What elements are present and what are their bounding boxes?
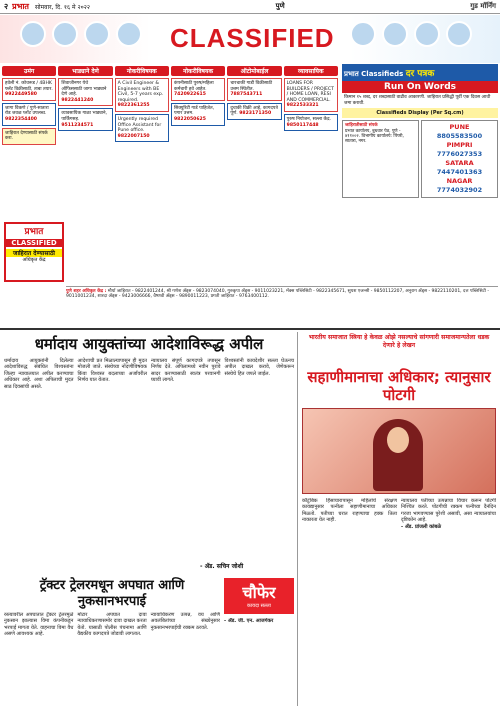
article-byline: - ॲड. जी. एन. आजगेकर [224,618,274,624]
decorative-key-icon [414,21,440,47]
ad-phone: 9823171350 [239,111,272,117]
agency-list: मौर्या जाहिरात - 9822401244, श्री गणेश अ‍ॅड्‌स - 9823074040, गुरुकृपा अ‍ॅड्‌स - 9011023221, मॅक्स पब्लिसिटी - 9822345671, सुयश एजन्सी - 9850112207, अनुराग अ‍ॅड्‌स - 9822110201, दत्त पब्लिसिटी - 9011001234, शारदा अ‍ॅड्‌स - 9423006666, वैष्णवी अ‍ॅड्‌स - 9890011223, प्रगती जाहिरात - 9763400112. [66,289,489,300]
rate-card [342,64,498,282]
promo-line: जाहिरात देण्यासाठी [6,249,62,257]
promo-line: अधिकृत केंद्र [22,257,46,263]
article-paragraph: आदेशाची प्रत मिळाल्यापासून ही मुदत मोजली जाते. संस्थेच्या नोंदणीविषयक किंवा विश्वस्त बदलाच्या अर्जांवरील निर्णय यात येतात. [77,358,147,384]
promo-brand: प्रभात [24,227,44,237]
article-body [302,498,496,706]
classified-ad: शिवाजीनगर येथे ऑफिससाठी जागा भाड्याने देणे आहे. 9822441240 [58,78,112,106]
rate-subtitle: Classifieds [361,70,404,78]
article-paragraph: धर्मादाय आयुक्तांनी दिलेल्या आदेशाविरुद्ध संबंधित विश्वस्तांना जिल्हा न्यायालयात अपील करण्याचा अधिकार आहे. अशा अपिलाची मुदत साठ दिवसांची असते. [4,358,74,390]
article-paragraph: न्यायाधिकरण उत्पन्न, वय आणि अवलंबितांच्या संख्येनुसार नुकसानभरपाईची रक्कम ठरवते. [150,612,220,631]
office-phone: 7776027353 [436,150,483,159]
article-paragraph: कौटुंबिक हिंसाचारापासून महिलांचे संरक्षण कायद्यानुसार पत्नीला सहाणीमानाचा अधिकार मिळतो. पतीच्या घरात राहण्याचा हक्क तिला नाकारता येत नाही. [302,498,397,524]
article-illustration [302,408,496,494]
article-side [224,618,294,706]
ad-phone: 9850117448 [286,122,319,128]
promo-box [4,222,64,282]
office-city: PUNE [449,123,470,132]
office-city: SATARA [445,159,474,168]
ad-phone: 7420922615 [173,92,206,98]
decorative-house-icon [52,21,78,47]
article-paragraph: न्यायालय पतीच्या उत्पन्नाचा विचार करून पोटगी निश्चित करते. पोटगीची रक्कम पत्नीच्या दैनंदिन गरजा भागवण्यास पुरेशी असावी, असा न्यायालयांचा दृष्टिकोन आहे. [401,498,496,524]
article-paragraph: विश्वस्तांनी कायदेशीर सल्ला घेऊनच अपील दाखल करावे, जेणेकरून संस्थेचे हित जपले जाईल. [224,358,294,377]
office-text: प्रभात कार्यालय, बुधवार पेठ, पुणे - ४११००२. विभागीय कार्यालये: पिंपरी, सातारा, नगर. [345,128,404,145]
ad-phone: 9822354400 [5,116,37,122]
classified-ad: जागा विकणे / पुणे-सातारा रोड जवळ प्लॉट उपलब्ध. 9822354400 [2,103,56,126]
ad-phone: 9822361255 [117,103,150,109]
office-title: जाहिरातीसाठी संपर्क [345,123,378,129]
classified-ad: दुचाकी विक्री आहे, कागदपत्रे पूर्ण. 9823171350 [227,103,281,120]
classified-column [284,66,338,280]
article-body [4,612,220,706]
classified-column [115,66,169,280]
rate-brand: प्रभात [344,70,359,78]
office-contacts [342,120,498,198]
classified-column [58,66,112,280]
page-number: २ [4,2,9,11]
classified-ad: कंपनीसाठी पुरुष/महिला कर्मचारी हवे आहेत. 7420922615 [171,78,225,101]
ad-phone: 7887543711 [230,92,263,98]
decorative-bag-icon [116,21,142,47]
classified-ad: Urgently required Office Assistant for Pune office. 9822007150 [115,114,169,142]
promo-line: CLASSIFIED [6,239,62,247]
column-logo-sub: कायदा सल्ला [247,603,271,609]
section-divider [0,328,500,330]
rate-description: किमान १५ शब्द, दर शब्दासाठी वाढीव आकारणी. जाहिरात प्रसिद्धी पूर्वी एक दिवस आधी जमा करावी. [344,95,491,106]
article-headline: धर्मादाय आयुक्तांच्या आदेशाविरूद्ध अपील [34,335,264,353]
category-heading: नोकरीविषयक [115,66,169,76]
category-heading: उमंग [2,66,56,76]
office-list [342,120,419,198]
ad-phone: 9822441240 [61,97,94,103]
article-byline: - ॲड. प्रांजली कांबळे [401,523,442,530]
office-phone: 7774032902 [436,186,483,195]
category-heading: ऑटोमोबाईल [227,66,281,76]
article-body [4,358,294,570]
decorative-car-icon [20,21,46,47]
classified-column [171,66,225,280]
article-byline: - ॲड. सचिन जोशी [200,563,244,570]
office-city: NAGAR [446,177,473,186]
edition-city: पुणे [275,2,285,10]
banner-title: CLASSIFIED [170,23,335,53]
office-phone: 8805583500 [436,132,483,141]
column-logo-title: चौफेर [242,583,276,602]
ad-phone: 9822007150 [117,133,150,139]
classified-ad: LOANS FOR BUILDERS / PROJECT / HOME LOAN, RESI AND COMMERCIAL. 9822533321 [284,78,338,112]
woman-face-icon [387,427,409,453]
article-headline: सहाणीमानाचा अधिकार; त्यानुसार पोटगी [307,368,491,404]
category-heading: भाड्याने देणे [58,66,112,76]
rate-card-header [342,64,498,81]
office-city: PIMPRI [446,141,473,150]
decorative-job-icon [84,21,110,47]
ad-phone: 9822050625 [173,116,206,122]
classified-ad: सिक्युरिटी गार्ड पाहिजेत, पगार उत्तम. 9822050625 [171,103,225,126]
classified-ad: A Civil Engineer & Engineers with BE Civil, 5-7 years exp. required. 9822361255 [115,78,169,112]
classified-ad: जाहिरात देण्यासाठी संपर्क करा. [2,128,56,145]
agency-label: पुणे शहर अधिकृत केंद्र : [66,289,107,294]
office-phones [421,120,498,198]
category-heading: व्यावसायिक [284,66,338,76]
issue-date: सोमवार, दि. १६ मे २०२२ [34,3,91,11]
article-paragraph: रस्त्यावरील अपघातात ट्रॅक्टर ट्रेलरमुळे नुकसान झाल्यास विमा कंपनीकडून भरपाई मागता येते. वाहनाचा विमा वैध असणे आवश्यक आहे. [4,612,74,638]
column-divider [297,332,298,706]
article-paragraph: मोटार अपघात दावा न्यायाधिकरणासमोर दावा दाखल करता येतो. यासाठी पोलीस पंचनामा आणि वैद्यकीय कागदपत्रे जोडावी लागतात. [77,612,147,638]
decorative-heart-icon [446,21,472,47]
display-rate-box: Classifieds Display (Per Sq.cm) [342,108,498,118]
edition-name: गुड मॉर्निंग [470,2,496,10]
classified-banner [0,15,500,63]
classified-column [227,66,281,280]
classified-ad: पुरुष नियोजन, सल्ला केंद्र. 9850117448 [284,114,338,131]
ad-phone: 9511234571 [61,122,94,128]
article-headline: ट्रॅक्टर ट्रेलरमधून अपघात आणि नुकसानभरपाई [39,578,185,609]
run-on-words: Run On Words [342,81,498,93]
page-header [0,0,500,14]
classified-ad: व्यावसायिक गाळा भाड्याने, पार्किंगसह. 9511234571 [58,108,112,131]
rate-label: दर पत्रक [405,69,435,79]
decorative-graduation-icon [350,21,376,47]
masthead-brand: प्रभात [12,2,29,11]
article-paragraph: न्यायालय संपूर्ण कागदपत्रे तपासून निर्णय देते. अपिलामध्ये नवीन पुरावे सादर करण्यासाठी स्वतंत्र परवानगी घ्यावी लागते. [151,358,221,384]
classified-ad: हवेली नं. कोथरूड / 4BHK फ्लॅट विक्रीसाठी, ताबा तयार. 9922449580 [2,78,56,101]
classified-ad: चारचाकी गाडी विक्रीसाठी उत्तम स्थितीत. 7887543711 [227,78,281,101]
decorative-travel-icon [382,21,408,47]
category-heading: नोकरीविषयक [171,66,225,76]
column-logo [224,578,294,614]
ad-phone: 9922449580 [5,92,37,98]
agency-strip [66,286,498,326]
article-kicker: भारतीय समाजात स्त्रिया हे केवळ ओझे नसल्याचे सांगणारी समाजमान्यतेला धडक देणारे हे लेखन [308,334,490,349]
ad-phone: 9822533321 [286,103,319,109]
office-phone: 7447401363 [436,168,483,177]
